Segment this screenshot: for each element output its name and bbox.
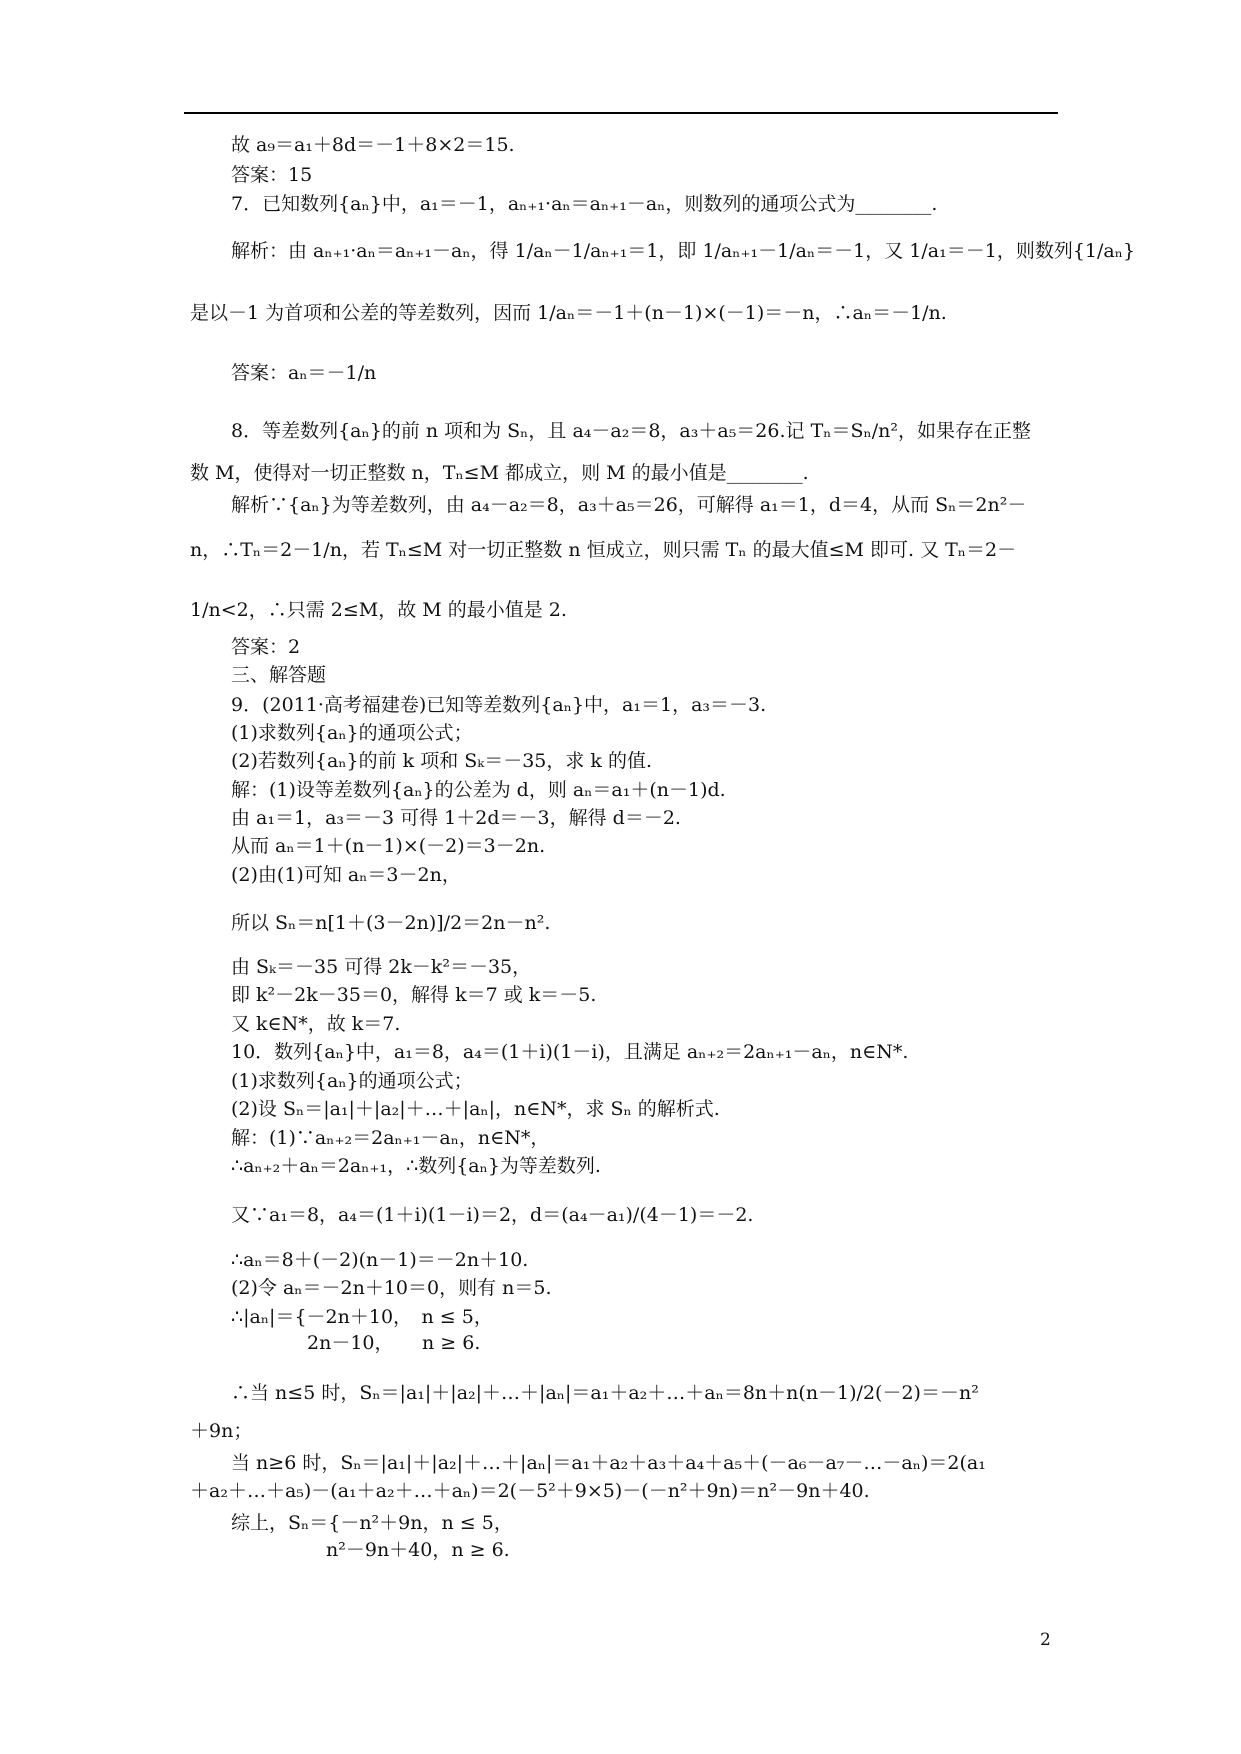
text-line: 三、解答题 [231,664,327,686]
text-line: ∴aₙ＝8＋(－2)(n－1)＝－2n＋10. [231,1249,529,1271]
text-line: n，∴Tₙ＝2－1/n，若 Tₙ≤M 对一切正整数 n 恒成立，则只需 Tₙ 的最大值≤M 即可. 又 Tₙ＝2－ [190,539,1017,561]
text-line: (2)设 Sₙ＝|a₁|＋|a₂|＋…＋|aₙ|，n∈N*，求 Sₙ 的解析式. [231,1098,720,1120]
page-number: 2 [1040,1630,1051,1650]
text-line: ＋9n； [190,1420,253,1442]
text-line: 9．(2011·高考福建卷)已知等差数列{aₙ}中，a₁＝1，a₃＝－3. [231,694,767,716]
text-line: 解：(1)∵aₙ₊₂＝2aₙ₊₁－aₙ，n∈N*， [231,1127,550,1149]
text-line: 10．数列{aₙ}中，a₁＝8，a₄＝(1＋i)(1－i)，且满足 aₙ₊₂＝2aₙ₊₁－aₙ，n∈N*. [231,1041,909,1063]
text-line: ∴aₙ₊₂＋aₙ＝2aₙ₊₁，∴数列{aₙ}为等差数列. [231,1155,601,1177]
text-line: 故 a₉＝a₁＋8d＝－1＋8×2＝15. [231,134,515,156]
text-line: 所以 Sₙ＝n[1＋(3－2n)]/2＝2n－n². [231,912,551,934]
text-line: 综上，Sₙ＝{－n²＋9n，n ≤ 5， [231,1512,513,1534]
text-line: (2)由(1)可知 aₙ＝3－2n， [231,864,461,886]
text-line: 由 Sₖ＝－35 可得 2k－k²＝－35， [231,956,532,978]
text-line: (1)求数列{aₙ}的通项公式； [231,722,473,744]
text-line: (2)令 aₙ＝－2n＋10＝0，则有 n＝5. [231,1277,552,1299]
text-line: 数 M，使得对一切正整数 n，Tₙ≤M 都成立，则 M 的最小值是________. [190,462,809,484]
text-line: 1/n<2，∴只需 2≤M，故 M 的最小值是 2. [190,599,567,621]
text-line: 8．等差数列{aₙ}的前 n 项和为 Sₙ，且 a₄－a₂＝8，a₃＋a₅＝26.记 Tₙ＝Sₙ/n²，如果存在正整 [231,420,1031,442]
text-line: ∴|aₙ|＝{－2n＋10， n ≤ 5， [231,1306,493,1328]
text-line: 是以－1 为首项和公差的等差数列，因而 1/aₙ＝－1＋(n－1)×(－1)＝－n，∴aₙ＝－1/n. [190,302,947,324]
text-line: ∴当 n≤5 时，Sₙ＝|a₁|＋|a₂|＋…＋|aₙ|＝a₁＋a₂＋…＋aₙ＝8n＋n(n－1)/2(－2)＝－n² [231,1382,979,1404]
text-line: 又∵a₁＝8，a₄＝(1＋i)(1－i)＝2，d＝(a₄－a₁)/(4－1)＝－2. [231,1204,754,1226]
text-line: 当 n≥6 时，Sₙ＝|a₁|＋|a₂|＋…＋|aₙ|＝a₁＋a₂＋a₃＋a₄＋a₅＋(－a₆－a₇－…－aₙ)＝2(a₁ [231,1452,986,1474]
text-line: 答案：2 [231,636,301,658]
text-line: 解析∵{aₙ}为等差数列，由 a₄－a₂＝8，a₃＋a₅＝26，可解得 a₁＝1，d＝4，从而 Sₙ＝2n²－ [231,494,1027,516]
text-line: 答案：aₙ＝－1/n [231,362,377,384]
text-line: 又 k∈N*，故 k＝7. [231,1013,401,1035]
text-line: (2)若数列{aₙ}的前 k 项和 Sₖ＝－35，求 k 的值. [231,750,653,772]
text-line: 即 k²－2k－35＝0，解得 k＝7 或 k＝－5. [231,984,597,1006]
text-line: ＋a₂＋…＋a₅)－(a₁＋a₂＋…＋aₙ)＝2(－5²＋9×5)－(－n²＋9n)＝n²－9n＋40. [190,1480,870,1502]
text-line: 解：(1)设等差数列{aₙ}的公差为 d，则 aₙ＝a₁＋(n－1)d. [231,779,726,801]
header-rule [184,112,1058,114]
text-line: 答案：15 [231,164,313,186]
text-line: 从而 aₙ＝1＋(n－1)×(－2)＝3－2n. [231,835,546,857]
text-line: 2n－10， n ≥ 6. [231,1332,481,1354]
text-line: n²－9n＋40，n ≥ 6. [231,1539,510,1561]
text-line: 由 a₁＝1，a₃＝－3 可得 1＋2d＝－3，解得 d＝－2. [231,807,681,829]
text-line: (1)求数列{aₙ}的通项公式； [231,1070,473,1092]
text-line: 7．已知数列{aₙ}中，a₁＝－1，aₙ₊₁·aₙ＝aₙ₊₁－aₙ，则数列的通项公式为________. [231,193,938,215]
text-line: 解析：由 aₙ₊₁·aₙ＝aₙ₊₁－aₙ，得 1/aₙ－1/aₙ₊₁＝1，即 1/aₙ₊₁－1/aₙ＝－1，又 1/a₁＝－1，则数列{1/aₙ} [231,240,1136,262]
